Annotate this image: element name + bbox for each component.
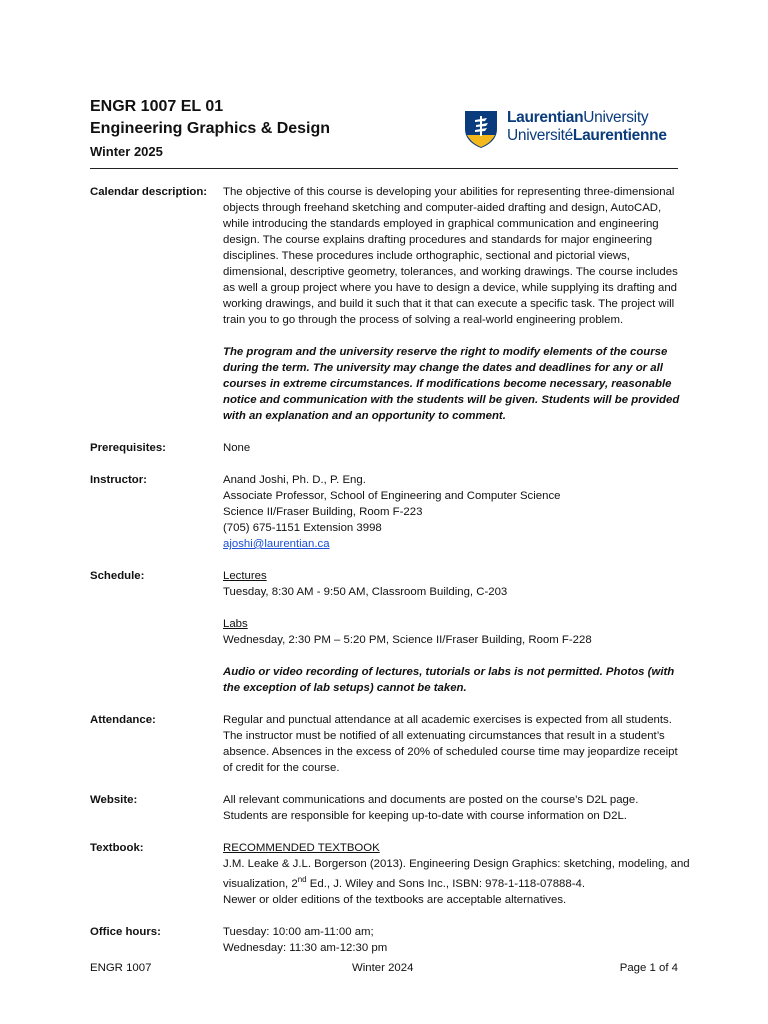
shield-icon [463, 109, 499, 149]
textbook-note: Newer or older editions of the textbooks are acceptable alternatives. [223, 893, 567, 906]
row-label: Instructor: [90, 474, 147, 486]
calendar-description-row [90, 184, 690, 424]
textbook-citation: J.M. Leake & J.L. Borgerson (2013). Engineering Design Graphics: sketching, modeling, and visualization, 2nd Ed., J. Wiley and Sons Inc., ISBN: 978-1-118-07888-4. [223, 858, 690, 890]
term: Winter 2025 [90, 144, 163, 159]
labs-time: Wednesday, 2:30 PM – 5:20 PM, Science II/Fraser Building, Room F-228 [223, 634, 592, 646]
lectures-time: Tuesday, 8:30 AM - 9:50 AM, Classroom Building, C-203 [223, 586, 508, 598]
row-label: Textbook: [90, 842, 144, 854]
office-hours-row [90, 924, 690, 956]
textbook-heading: RECOMMENDED TEXTBOOK [223, 842, 380, 854]
instructor-office: Science II/Fraser Building, Room F-223 [223, 506, 423, 518]
modification-notice: The program and the university reserve the right to modify elements of the course during the term. The university may change the dates and deadlines for any or all courses in extreme circumstances. If modifications become necessary, reasonable notice and communication with the students will be given. Students will be provided with an explanation and an opportunity to comment. [223, 346, 680, 422]
university-logo [463, 108, 678, 152]
office-hours-line-2: Wednesday: 11:30 am-12:30 pm [223, 941, 388, 954]
instructor-email-link[interactable]: ajoshi@laurentian.ca [223, 538, 330, 550]
instructor-row [90, 472, 690, 552]
schedule-row [90, 568, 690, 696]
row-label: Schedule: [90, 570, 145, 582]
page-footer [90, 962, 678, 978]
office-hours-line-1: Tuesday: 10:00 am-11:00 am; [223, 925, 374, 938]
syllabus-body [90, 184, 690, 956]
attendance-row [90, 712, 690, 776]
row-label: Website: [90, 794, 138, 806]
recording-notice: Audio or video recording of lectures, tutorials or labs is not permitted. Photos (with the exception of lab setups) cannot be taken. [223, 666, 675, 694]
row-label: Calendar description: [90, 186, 208, 198]
instructor-phone: (705) 675-1151 Extension 3998 [223, 522, 382, 534]
row-label: Prerequisites: [90, 442, 166, 454]
row-label: Attendance: [90, 714, 156, 726]
instructor-name: Anand Joshi, Ph. D., P. Eng. [223, 474, 366, 486]
footer-page-number: Page 1 of 4 [619, 962, 678, 974]
website-line-2: Students are responsible for keeping up-to-date with course information on D2L. [223, 810, 627, 822]
attendance-text: Regular and punctual attendance at all academic exercises is expected from all students. The instructor must be notified of all extenuating circumstances that result in a student’s absence. Absences in the excess of 20% of scheduled course time may jeopardize receipt of credit for the course. [223, 714, 678, 774]
header-divider [90, 168, 678, 169]
logo-french: UniversitéLaurentienne [507, 127, 667, 144]
prerequisites-value: None [223, 442, 251, 454]
row-label: Office hours: [90, 925, 161, 938]
textbook-row [90, 840, 690, 908]
course-code: ENGR 1007 EL 01 [90, 98, 224, 115]
calendar-description-text: The objective of this course is developing your abilities for representing three-dimensional objects through freehand sketching and computer-aided drafting and design, AutoCAD, while introducing the standards employed in graphical communication and engineering design. The course explains drafting procedures and standards for major engineering disciplines. These procedures include orthographic, sectional and pictorial views, dimensional, descriptive geometry, tolerances, and working drawings. The course includes as well a group project where you have to design a device, while supplying its drafting and working drawings, and build it such that it that can execute a specific task. The project will train you to go through the process of solving a real-world engineering problem. [223, 186, 678, 326]
website-line-1: All relevant communications and documents are posted on the course’s D2L page. [223, 794, 639, 806]
footer-term: Winter 2024 [352, 962, 414, 974]
labs-heading: Labs [223, 618, 248, 630]
lectures-heading: Lectures [223, 570, 267, 582]
course-name: Engineering Graphics & Design [90, 120, 331, 137]
instructor-title: Associate Professor, School of Engineering and Computer Science [223, 490, 561, 502]
logo-english: LaurentianUniversity [507, 109, 649, 126]
prerequisites-row [90, 440, 690, 456]
website-row [90, 792, 690, 824]
footer-course-code: ENGR 1007 [90, 962, 152, 974]
